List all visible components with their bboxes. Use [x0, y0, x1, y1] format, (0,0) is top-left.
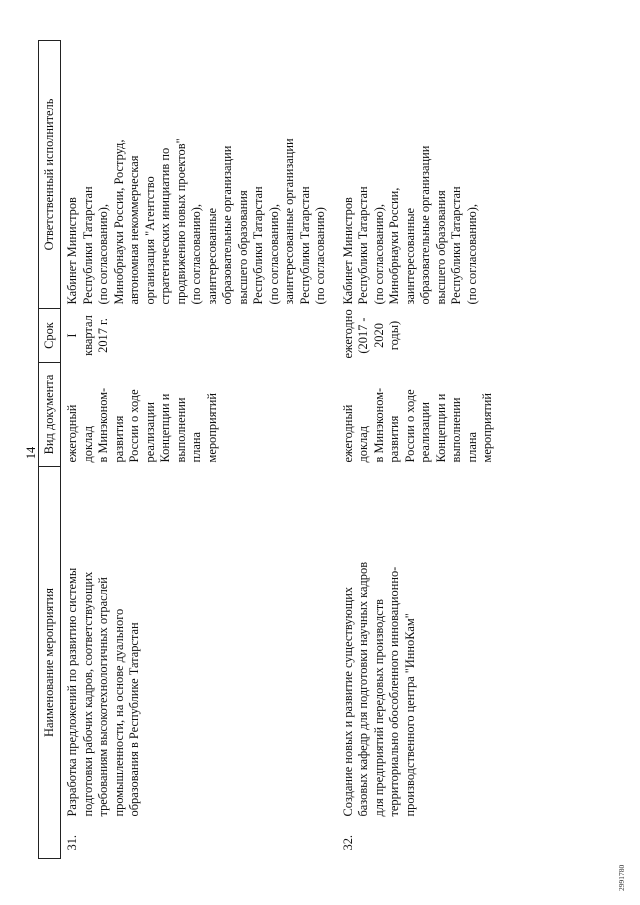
text-line: I квартал: [65, 315, 95, 356]
text-line: выполнении плана: [173, 397, 203, 463]
text-line: образования в Республике Татарстан: [127, 622, 141, 817]
text-line: образовательные организации: [418, 145, 432, 305]
header-action-name: Наименование мероприятия: [39, 467, 61, 859]
text-line: Минобрнауки России,: [387, 187, 401, 305]
text-line: 2020 годы): [371, 320, 401, 351]
text-line: Создание новых и развитие существующих: [340, 586, 355, 817]
text-line: ежегодно: [340, 309, 355, 359]
text-line: требованиям высокотехнологичных отраслей: [96, 577, 110, 817]
text-line: Разработка предложений по развитию системы: [65, 567, 79, 817]
text-line: Кабинет Министров: [65, 197, 79, 305]
cell-deadline-text: [65, 313, 112, 359]
text-line: Республики Татарстан: [356, 186, 370, 305]
text-line: Концепции и: [158, 393, 172, 463]
text-line: Республики Татарстан: [80, 186, 95, 305]
table-row: [61, 41, 337, 859]
text-line: (по согласованию): [313, 207, 327, 305]
text-line: (по согласованию),: [371, 203, 386, 305]
cell-deadline-text: [340, 309, 403, 359]
text-line: (по согласованию),: [96, 203, 110, 305]
text-line: Концепции и: [433, 393, 448, 463]
text-line: высшего образования: [433, 190, 448, 305]
header-responsible-executor: Ответственный исполнитель: [39, 41, 61, 309]
text-line: стратегических инициатив по: [158, 147, 172, 305]
text-line: (по согласованию),: [189, 203, 203, 305]
cell-executor: [337, 41, 504, 309]
text-line: для предприятий передовых производств: [371, 598, 386, 817]
text-line: подготовки рабочих кадров, соответствующих: [80, 571, 95, 817]
text-line: реализации: [418, 401, 432, 463]
text-line: организация "Агентство: [142, 176, 157, 305]
text-line: ежегодный доклад: [65, 404, 95, 463]
text-line: (2017 -: [356, 317, 370, 354]
text-line: в Минэконом-: [371, 387, 386, 463]
text-line: выполнении плана: [449, 397, 479, 463]
text-line: Республики Татарстан: [449, 186, 463, 305]
cell-deadline: [61, 309, 337, 363]
cell-document-type: [337, 363, 504, 467]
text-line: заинтересованные: [204, 207, 219, 305]
action-name: [341, 562, 419, 817]
text-line: (по согласованию),: [464, 203, 479, 305]
cell-executor: [61, 41, 337, 309]
text-line: базовых кафедр для подготовки научных кадров: [356, 561, 370, 817]
cell-document-type-text: [341, 367, 496, 463]
text-line: мероприятий: [480, 392, 494, 463]
text-line: промышленности, на основе дуального: [111, 608, 126, 817]
header-document-type: Вид документа: [39, 363, 61, 467]
text-line: 2017 г.: [96, 318, 110, 353]
text-line: реализации: [142, 401, 157, 463]
text-line: России о ходе: [402, 389, 417, 463]
text-line: автономная некоммерческая: [127, 155, 141, 305]
text-line: развития: [387, 415, 401, 463]
text-line: Республики Татарстан: [297, 186, 312, 305]
table-header-row: [39, 41, 61, 859]
row-number: 32.: [340, 835, 355, 851]
text-line: продвижению новых проектов": [173, 138, 188, 305]
text-line: заинтересованные: [402, 207, 417, 305]
text-line: высшего образования: [235, 190, 250, 305]
text-line: производственного центра "ИнноКам": [402, 613, 417, 817]
table-row: [337, 41, 504, 859]
header-deadline: Срок: [39, 309, 61, 363]
cell-document-type-text: [65, 367, 220, 463]
text-line: развития: [111, 415, 126, 463]
cell-executor-text: [65, 45, 329, 305]
text-line: образовательные организации: [220, 145, 234, 305]
action-plan-table: [38, 40, 504, 859]
cell-action: [337, 467, 427, 859]
text-line: территориально обособленного инновационно-: [387, 566, 401, 817]
row-number: 31.: [65, 835, 79, 851]
text-line: Республики Татарстан: [251, 186, 265, 305]
text-line: Кабинет Министров: [340, 197, 355, 305]
cell-executor-text: [341, 45, 481, 305]
text-line: в Минэконом-: [96, 387, 110, 463]
text-line: мероприятий: [204, 392, 219, 463]
action-name: [65, 568, 143, 817]
text-line: Минобрнауки России, Роструд,: [111, 139, 126, 305]
text-line: (по согласованию),: [266, 203, 281, 305]
cell-action: [61, 467, 151, 859]
page-number: 14: [24, 446, 38, 460]
cell-document-type: [61, 363, 337, 467]
text-line: заинтересованные организации: [282, 138, 296, 305]
cell-deadline: [337, 309, 504, 363]
text-line: ежегодный доклад: [340, 404, 370, 463]
document-code: 2991780: [617, 864, 626, 891]
text-line: России о ходе: [127, 389, 141, 463]
